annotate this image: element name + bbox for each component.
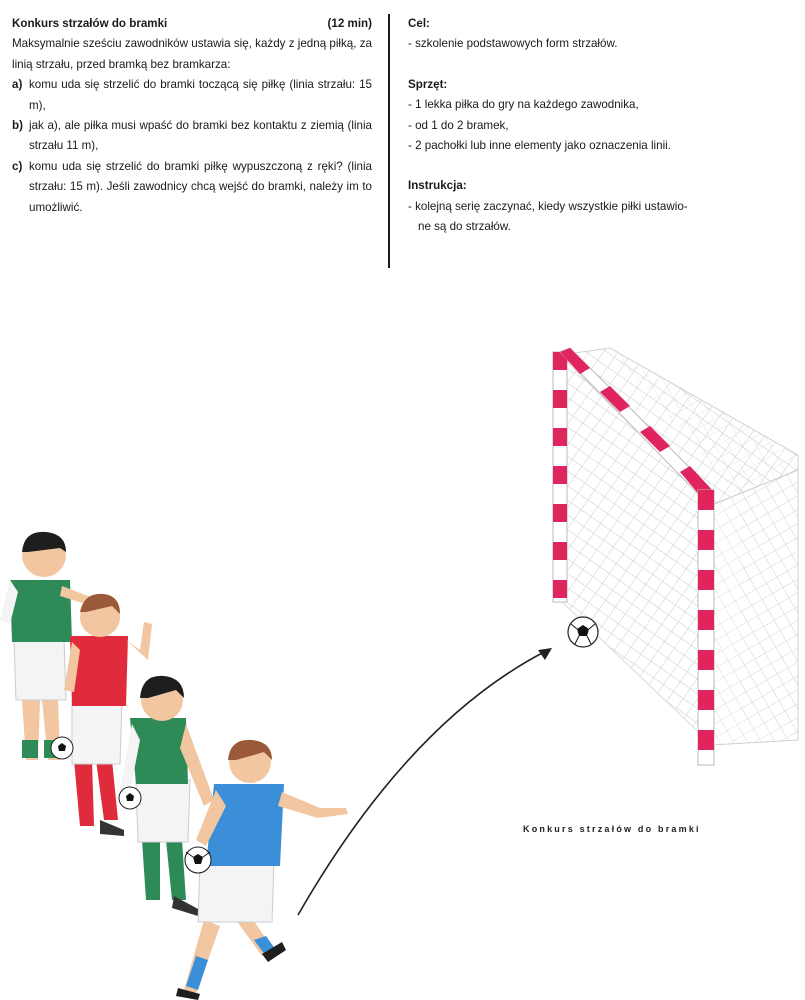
goal bbox=[553, 348, 798, 765]
list-text: komu uda się strzelić do bramki toczącą się piłkę (linia strzału: 15 m), bbox=[29, 78, 372, 112]
list-text: komu uda się strzelić do bramki piłkę wypuszczoną z ręki? (linia strzału: 15 m). Jeśli zawodnicy chcą wejść do bramki, należy im to umożliwić. bbox=[29, 159, 372, 214]
ball-in-flight-icon bbox=[568, 617, 598, 647]
list-marker: c) bbox=[12, 159, 23, 173]
instruction-line: ne są do strzałów. bbox=[418, 220, 511, 234]
list-marker: a) bbox=[12, 78, 23, 92]
list-text: jak a), ale piłka musi wpaść do bramki bez kontaktu z ziemią (linia strzału 11 m), bbox=[29, 119, 372, 153]
ball-icon bbox=[185, 847, 211, 873]
ball-icon bbox=[119, 787, 141, 809]
equipment-line: - 1 lekka piłka do gry na każdego zawodnika, bbox=[408, 98, 639, 112]
goal-post-left bbox=[553, 352, 567, 602]
figure-caption: Konkurs strzałów do bramki bbox=[523, 824, 701, 834]
goal-heading: Cel: bbox=[408, 17, 430, 30]
shot-trajectory-arrow bbox=[298, 648, 552, 915]
instruction-heading: Instrukcja: bbox=[408, 179, 467, 193]
instruction-line: - kolejną serię zaczynać, kiedy wszystkie piłki ustawio- bbox=[408, 199, 688, 213]
exercise-duration: (12 min) bbox=[327, 17, 372, 30]
exercise-title: Konkurs strzałów do bramki bbox=[12, 17, 168, 30]
list-marker: b) bbox=[12, 119, 23, 133]
goal-line: - szkolenie podstawowych form strzałów. bbox=[408, 37, 618, 51]
ball-icon bbox=[51, 737, 73, 759]
equipment-line: - od 1 do 2 bramek, bbox=[408, 118, 509, 132]
equipment-heading: Sprzęt: bbox=[408, 77, 448, 91]
goal-post-right bbox=[698, 490, 714, 765]
equipment-line: - 2 pachołki lub inne elementy jako oznaczenia linii. bbox=[408, 139, 671, 153]
exercise-intro: Maksymalnie sześciu zawodników ustawia się, każdy z jedną piłką, za linią strzału, przed bramką bez bramkarza: bbox=[12, 37, 372, 71]
